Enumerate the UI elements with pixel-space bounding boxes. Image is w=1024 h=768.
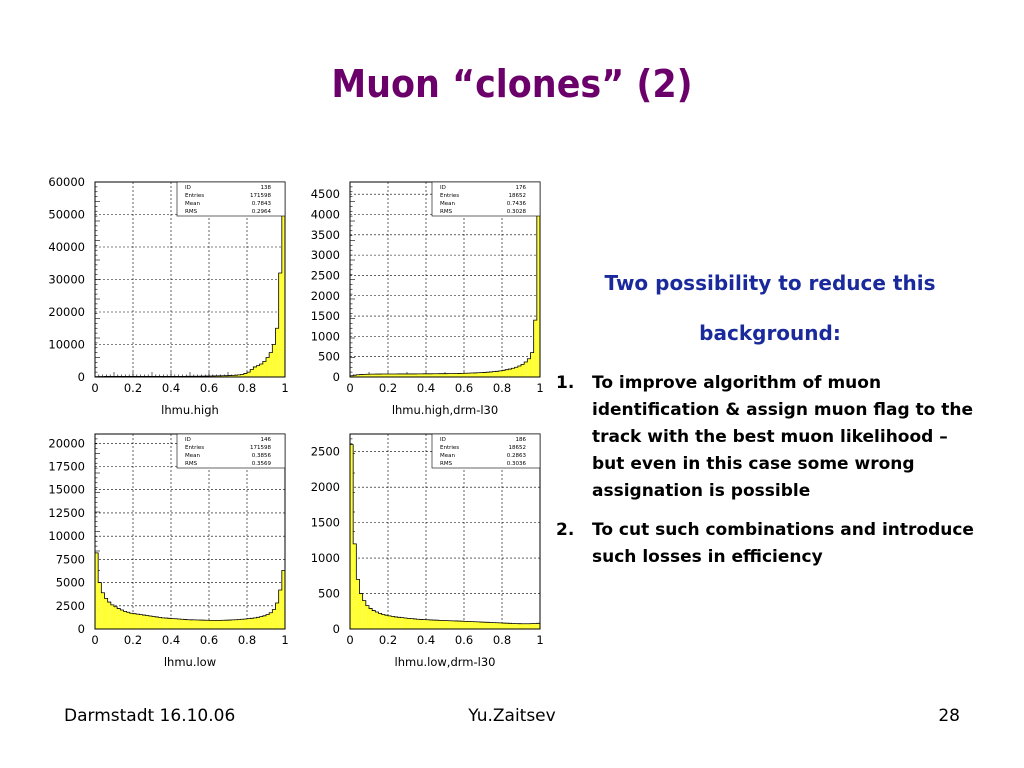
- histogram-bin: [477, 373, 480, 377]
- histogram-bin: [196, 620, 199, 629]
- stats-label: Mean: [185, 201, 200, 207]
- histogram-bin: [244, 619, 247, 629]
- stats-value: 0.3856: [251, 453, 271, 459]
- histogram-bin: [127, 612, 130, 629]
- histogram-bin: [203, 620, 206, 629]
- stats-label: ID: [185, 437, 191, 443]
- histogram-bin: [420, 619, 423, 629]
- y-tick-label: 2500: [55, 598, 85, 613]
- histogram-bin: [394, 617, 397, 629]
- stats-label: Entries: [185, 445, 205, 451]
- slide-title: Muon “clones” (2): [331, 62, 693, 106]
- histogram-bin: [174, 619, 177, 629]
- histogram-bin: [512, 368, 515, 377]
- histogram-bin: [241, 619, 244, 629]
- histogram-bin: [496, 371, 499, 377]
- histogram-bin: [505, 623, 508, 629]
- histogram-bin: [257, 366, 260, 377]
- histogram-bin: [461, 373, 464, 377]
- stats-value: 176: [515, 185, 526, 191]
- y-tick-label: 1000: [310, 329, 340, 344]
- x-tick-label: 0.2: [123, 633, 143, 647]
- y-tick-label: 0: [332, 622, 340, 636]
- stats-value: 0.3028: [506, 209, 526, 215]
- histogram-bin: [225, 620, 228, 629]
- histogram-lhmu-low-svg: [30, 422, 290, 677]
- histogram-bin: [502, 623, 505, 629]
- histogram-bin: [366, 606, 369, 629]
- stats-label: ID: [185, 185, 191, 191]
- histogram-lhmu-high-drm-svg: [285, 170, 545, 425]
- histogram-bin: [269, 353, 272, 377]
- histogram-bin: [423, 620, 426, 629]
- histogram-bin: [518, 624, 521, 629]
- histogram-bin: [187, 620, 190, 629]
- histogram-bin: [272, 345, 275, 378]
- histogram-bin: [445, 621, 448, 629]
- y-tick-label: 60000: [48, 175, 85, 189]
- histogram-bin: [117, 609, 120, 629]
- x-axis-label: lhmu.low: [163, 655, 217, 669]
- histogram-bin: [524, 362, 527, 377]
- histogram-bin: [193, 620, 196, 629]
- histogram-bin: [512, 623, 515, 629]
- histogram-bin: [426, 620, 429, 629]
- histogram-bin: [250, 370, 253, 377]
- stats-value: 18652: [508, 193, 526, 199]
- histogram-bin: [451, 621, 454, 629]
- x-tick-label: 0: [346, 381, 354, 395]
- histogram-bin: [429, 620, 432, 629]
- histogram-bin: [209, 620, 212, 629]
- y-tick-label: 12500: [48, 505, 85, 520]
- histogram-bin: [388, 616, 391, 629]
- histogram-bin: [486, 372, 489, 377]
- histogram-bin: [518, 366, 521, 377]
- histogram-bin: [155, 617, 158, 629]
- histogram-bin: [398, 617, 401, 629]
- side-heading-line2: background:: [699, 321, 841, 345]
- y-tick-label: 4000: [310, 207, 340, 222]
- histogram-bin: [401, 618, 404, 629]
- histogram-bin: [448, 621, 451, 629]
- histogram-bin: [353, 544, 356, 629]
- histogram-bin: [114, 607, 117, 629]
- histogram-bin: [451, 374, 454, 377]
- y-tick-label: 20000: [48, 305, 85, 319]
- histogram-bin: [250, 618, 253, 629]
- histogram-bin: [375, 612, 378, 629]
- stats-value: 0.3569: [251, 461, 271, 467]
- x-tick-label: 0.6: [454, 633, 474, 647]
- stats-value: 138: [260, 185, 271, 191]
- histogram-bin: [531, 353, 534, 377]
- x-axis-label: lhmu.high,drm-l30: [391, 403, 499, 417]
- y-tick-label: 500: [318, 349, 340, 364]
- histogram-bin: [215, 620, 218, 629]
- histogram-bin: [458, 621, 461, 629]
- histogram-bin: [489, 372, 492, 377]
- histogram-bin: [413, 619, 416, 629]
- histogram-bin: [269, 613, 272, 629]
- histogram-bin: [404, 618, 407, 629]
- side-list: [556, 370, 984, 571]
- y-tick-label: 30000: [48, 272, 85, 287]
- y-tick-label: 0: [77, 622, 85, 636]
- histogram-bin: [253, 367, 256, 377]
- histogram-bin: [534, 623, 537, 629]
- histogram-bin: [372, 611, 375, 629]
- histogram-bin: [168, 618, 171, 629]
- stats-value: 0.2863: [506, 453, 526, 459]
- histogram-lhmu-low: [30, 422, 290, 677]
- histogram-bin: [527, 624, 530, 629]
- histogram-bin: [436, 620, 439, 629]
- histogram-bin: [253, 618, 256, 629]
- histogram-bin: [111, 605, 114, 629]
- y-tick-label: 3500: [310, 227, 340, 242]
- histogram-bin: [493, 623, 496, 629]
- histogram-bin: [455, 621, 458, 629]
- histogram-bin: [356, 579, 359, 629]
- y-tick-label: 2500: [310, 268, 340, 283]
- histogram-bin: [260, 617, 263, 629]
- histogram-bin: [524, 624, 527, 629]
- y-tick-label: 500: [318, 586, 340, 601]
- histogram-bin: [190, 620, 193, 629]
- histogram-bin: [499, 623, 502, 629]
- histogram-bin: [474, 622, 477, 629]
- x-tick-label: 0: [91, 633, 99, 647]
- y-tick-label: 1000: [310, 551, 340, 566]
- histogram-bin: [483, 622, 486, 629]
- y-tick-label: 4500: [310, 187, 340, 202]
- footer-author: Yu.Zaitsev: [468, 706, 556, 726]
- histogram-bin: [508, 623, 511, 629]
- histogram-bin: [448, 374, 451, 377]
- x-tick-label: 0: [91, 381, 99, 395]
- stats-label: Mean: [440, 453, 455, 459]
- x-tick-label: 0.4: [161, 381, 181, 395]
- y-tick-label: 50000: [48, 207, 85, 222]
- x-tick-label: 0.6: [199, 381, 219, 395]
- histogram-bin: [184, 619, 187, 629]
- histogram-bin: [219, 620, 222, 629]
- histogram-bin: [101, 593, 104, 629]
- histogram-lhmu-low-drm: [285, 422, 545, 677]
- histogram-bin: [470, 373, 473, 377]
- stats-value: 171598: [250, 445, 271, 451]
- side-item-text: To cut such combinations and introduce such losses in efficiency: [592, 520, 974, 567]
- histogram-bin: [480, 622, 483, 629]
- y-tick-label: 7500: [55, 552, 85, 567]
- y-tick-label: 0: [332, 370, 340, 384]
- histogram-bin: [200, 620, 203, 629]
- histogram-bin: [238, 620, 241, 629]
- histogram-bin: [260, 364, 263, 377]
- histogram-bin: [515, 624, 518, 629]
- side-heading: [556, 258, 984, 358]
- histogram-bin: [502, 370, 505, 377]
- x-tick-label: 0.6: [454, 381, 474, 395]
- footer-date: Darmstadt 16.10.06: [64, 706, 236, 726]
- stats-value: 0.7843: [251, 201, 271, 207]
- side-heading-line1: Two possibility to reduce this: [604, 271, 936, 295]
- histogram-bin: [244, 373, 247, 377]
- histogram-lhmu-high: [30, 170, 290, 425]
- histogram-bin: [181, 619, 184, 629]
- stats-value: 0.2964: [251, 209, 271, 215]
- y-tick-label: 5000: [55, 575, 85, 590]
- histogram-bin: [461, 621, 464, 629]
- stats-label: RMS: [185, 209, 198, 215]
- histogram-bin: [266, 615, 269, 629]
- histogram-bin: [417, 619, 420, 629]
- footer-page-number: 28: [938, 706, 960, 726]
- histogram-bin: [486, 622, 489, 629]
- histogram-bin: [391, 616, 394, 629]
- histogram-bin: [382, 614, 385, 629]
- histogram-bin: [228, 620, 231, 629]
- y-tick-label: 1500: [310, 309, 340, 324]
- x-tick-label: 0.6: [199, 633, 219, 647]
- y-tick-label: 40000: [48, 240, 85, 254]
- x-axis-label: lhmu.high: [161, 403, 219, 417]
- histogram-bin: [158, 617, 161, 629]
- x-tick-label: 0.4: [161, 633, 181, 647]
- histogram-bin: [276, 603, 279, 629]
- histogram-bin: [165, 618, 168, 629]
- stats-value: 18652: [508, 445, 526, 451]
- side-item-number: 1.: [556, 373, 575, 393]
- histogram-bin: [136, 614, 139, 629]
- histogram-bin: [474, 373, 477, 377]
- histogram-bin: [499, 371, 502, 377]
- stats-label: ID: [440, 185, 446, 191]
- y-tick-label: 2000: [310, 480, 340, 495]
- histogram-bin: [108, 602, 111, 629]
- histogram-bin: [508, 369, 511, 377]
- x-tick-label: 0.2: [123, 381, 143, 395]
- stats-label: Entries: [440, 193, 460, 199]
- stats-label: Mean: [185, 453, 200, 459]
- histogram-bin: [464, 373, 467, 377]
- x-tick-label: 0.4: [416, 633, 436, 647]
- histogram-bin: [143, 615, 146, 629]
- histogram-bin: [534, 320, 537, 377]
- side-list-item: [556, 517, 984, 571]
- stats-value: 146: [260, 437, 271, 443]
- histogram-bin: [98, 583, 101, 629]
- histogram-bin: [527, 359, 530, 377]
- stats-label: ID: [440, 437, 446, 443]
- side-item-number: 2.: [556, 520, 575, 540]
- x-tick-label: 1: [281, 381, 289, 395]
- y-tick-label: 2000: [310, 288, 340, 303]
- histogram-bin: [124, 611, 127, 629]
- histogram-bin: [477, 622, 480, 629]
- x-tick-label: 1: [536, 633, 544, 647]
- histogram-bin: [171, 619, 174, 629]
- histogram-bin: [467, 373, 470, 377]
- y-tick-label: 2500: [310, 444, 340, 459]
- histogram-bin: [276, 328, 279, 377]
- x-tick-label: 0: [346, 633, 354, 647]
- histogram-bin: [483, 372, 486, 377]
- histogram-bin: [489, 622, 492, 629]
- histogram-bin: [133, 614, 136, 629]
- stats-label: Mean: [440, 201, 455, 207]
- histogram-bin: [120, 610, 123, 629]
- histogram-bin: [515, 367, 518, 377]
- histogram-bin: [464, 621, 467, 629]
- side-text: [556, 258, 984, 571]
- x-tick-label: 0.2: [378, 633, 398, 647]
- x-axis-label: lhmu.low,drm-l30: [394, 655, 496, 669]
- histogram-lhmu-high-drm: [285, 170, 545, 425]
- histogram-lhmu-high-svg: [30, 170, 290, 425]
- y-tick-label: 10000: [48, 337, 85, 352]
- histogram-bin: [493, 372, 496, 377]
- x-tick-label: 0.8: [492, 381, 512, 395]
- y-tick-label: 1500: [310, 515, 340, 530]
- histogram-bin: [257, 617, 260, 629]
- histogram-bin: [152, 616, 155, 629]
- histogram-bin: [266, 358, 269, 378]
- side-list-item: [556, 370, 984, 505]
- histogram-bin: [206, 620, 209, 629]
- histogram-bin: [521, 624, 524, 629]
- histogram-bin: [139, 615, 142, 629]
- stats-label: RMS: [185, 461, 198, 467]
- x-tick-label: 1: [536, 381, 544, 395]
- histogram-bin: [231, 620, 234, 629]
- histogram-bin: [177, 619, 180, 629]
- stats-label: Entries: [440, 445, 460, 451]
- histogram-bin: [531, 624, 534, 629]
- histogram-bin: [505, 370, 508, 377]
- stats-label: RMS: [440, 209, 453, 215]
- x-tick-label: 0.4: [416, 381, 436, 395]
- stats-value: 0.3036: [506, 461, 526, 467]
- stats-label: Entries: [185, 193, 205, 199]
- side-item-text: To improve algorithm of muon identification & assign muon flag to the track with the best muon likelihood – but even in this case some wrong assignation is possible: [592, 373, 974, 501]
- histogram-bin: [467, 621, 470, 629]
- histogram-bin: [480, 373, 483, 377]
- stats-value: 0.7436: [506, 201, 526, 207]
- histogram-bin: [369, 608, 372, 629]
- histogram-bin: [279, 590, 282, 629]
- y-tick-label: 3000: [310, 248, 340, 263]
- histogram-bin: [407, 618, 410, 629]
- histogram-bin: [212, 620, 215, 629]
- histogram-bin: [442, 620, 445, 629]
- histogram-bin: [272, 610, 275, 630]
- histogram-bin: [360, 594, 363, 629]
- histogram-bin: [439, 620, 442, 629]
- y-tick-label: 0: [77, 370, 85, 384]
- histogram-bin: [521, 364, 524, 377]
- histogram-bin: [379, 613, 382, 629]
- histogram-bin: [234, 620, 237, 629]
- histogram-bin: [247, 372, 250, 377]
- histogram-bin: [432, 620, 435, 629]
- histogram-bin: [496, 623, 499, 629]
- x-tick-label: 0.2: [378, 381, 398, 395]
- histogram-bin: [146, 616, 149, 629]
- histogram-bin: [455, 374, 458, 377]
- x-tick-label: 0.8: [237, 633, 257, 647]
- histogram-bin: [222, 620, 225, 629]
- histogram-bin: [162, 618, 165, 629]
- histogram-bin: [263, 361, 266, 377]
- x-tick-label: 0.8: [237, 381, 257, 395]
- histogram-bin: [247, 619, 250, 629]
- histogram-lhmu-low-drm-svg: [285, 422, 545, 677]
- histogram-bin: [279, 273, 282, 377]
- y-tick-label: 20000: [48, 436, 85, 451]
- histogram-bin: [363, 601, 366, 629]
- histogram-bin: [458, 373, 461, 377]
- x-tick-label: 0.8: [492, 633, 512, 647]
- stats-value: 171598: [250, 193, 271, 199]
- histogram-bin: [410, 619, 413, 629]
- histogram-panel: [30, 170, 550, 680]
- y-tick-label: 17500: [48, 459, 85, 474]
- stats-label: RMS: [440, 461, 453, 467]
- stats-value: 186: [515, 437, 526, 443]
- y-tick-label: 10000: [48, 529, 85, 544]
- x-tick-label: 1: [281, 633, 289, 647]
- histogram-bin: [263, 616, 266, 629]
- y-tick-label: 15000: [48, 482, 85, 497]
- histogram-bin: [105, 598, 108, 629]
- histogram-bin: [470, 622, 473, 629]
- histogram-bin: [385, 615, 388, 629]
- histogram-bin: [130, 613, 133, 629]
- histogram-bin: [149, 616, 152, 629]
